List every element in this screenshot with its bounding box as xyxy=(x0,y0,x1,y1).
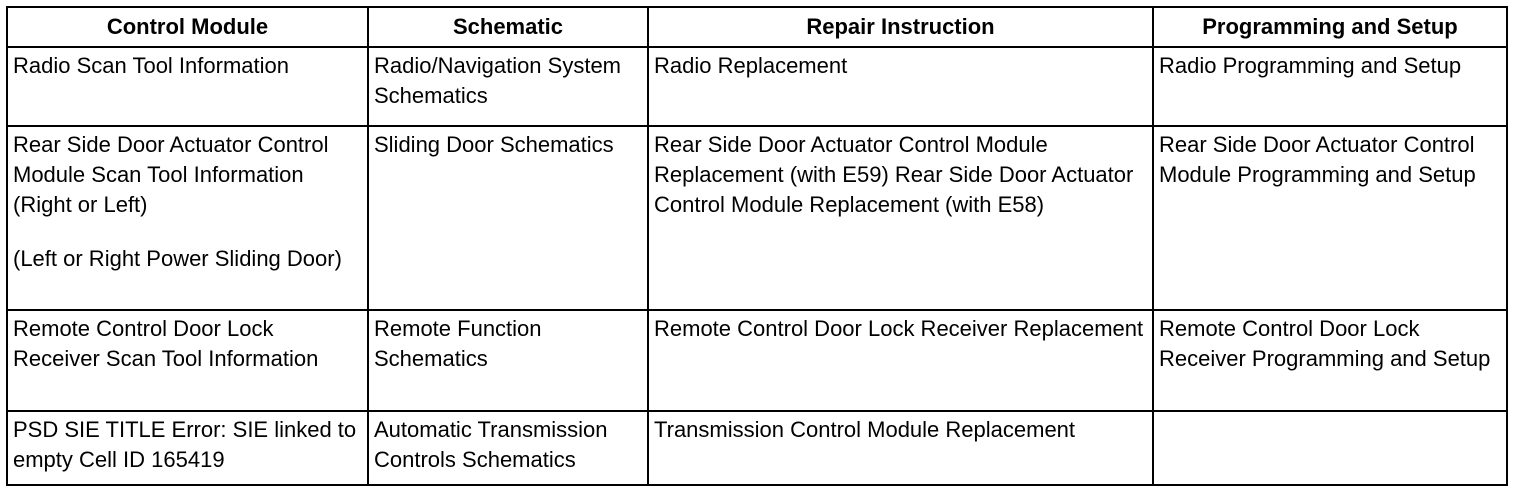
column-header-schematic: Schematic xyxy=(368,7,648,47)
table-row xyxy=(7,310,1507,411)
programming-and-setup-link[interactable]: Remote Control Door Lock Receiver Programming and Setup xyxy=(1159,316,1491,371)
control-module-text: Remote Control Door Lock Receiver Scan Tool Information xyxy=(13,316,319,371)
control-module-cell xyxy=(7,411,368,485)
programming-and-setup-link[interactable]: Radio Programming and Setup xyxy=(1159,53,1462,78)
schematic-cell xyxy=(368,47,648,126)
control-module-cell xyxy=(7,310,368,411)
control-module-cell xyxy=(7,126,368,310)
programming-and-setup-link[interactable]: Rear Side Door Actuator Control Module Programming and Setup xyxy=(1159,132,1476,187)
table-row xyxy=(7,411,1507,485)
control-module-text: PSD SIE TITLE Error: SIE linked to empty Cell ID 165419 xyxy=(13,417,357,472)
control-module-text: Radio Scan Tool Information xyxy=(13,53,289,78)
repair-instruction-link[interactable]: Rear Side Door Actuator Control Module Replacement (with E59) Rear Side Door Actuator Control Module Replacement (with E58) xyxy=(654,132,1134,217)
schematic-link[interactable]: Remote Function Schematics xyxy=(374,316,542,371)
repair-instruction-cell xyxy=(648,310,1153,411)
repair-instruction-cell xyxy=(648,47,1153,126)
control-module-reference-table xyxy=(6,6,1508,486)
repair-instruction-link[interactable]: Transmission Control Module Replacement xyxy=(654,417,1076,442)
repair-instruction-link[interactable]: Remote Control Door Lock Receiver Replacement xyxy=(654,316,1144,341)
control-module-text: Rear Side Door Actuator Control Module Scan Tool Information (Right or Left) xyxy=(13,132,329,217)
repair-instruction-cell xyxy=(648,126,1153,310)
schematic-cell xyxy=(368,310,648,411)
control-module-cell xyxy=(7,47,368,126)
column-header-programming-and-setup: Programming and Setup xyxy=(1153,7,1507,47)
table-header-row xyxy=(7,7,1507,47)
repair-instruction-cell xyxy=(648,411,1153,485)
repair-instruction-link[interactable]: Radio Replacement xyxy=(654,53,848,78)
schematic-cell xyxy=(368,126,648,310)
column-header-control-module: Control Module xyxy=(7,7,368,47)
schematic-cell xyxy=(368,411,648,485)
programming-and-setup-cell xyxy=(1153,47,1507,126)
schematic-link[interactable]: Automatic Transmission Controls Schematics xyxy=(374,417,608,472)
programming-and-setup-cell xyxy=(1153,126,1507,310)
table-row xyxy=(7,126,1507,310)
programming-and-setup-cell xyxy=(1153,411,1507,485)
programming-and-setup-cell xyxy=(1153,310,1507,411)
control-module-note: (Left or Right Power Sliding Door) xyxy=(13,246,342,271)
column-header-repair-instruction: Repair Instruction xyxy=(648,7,1153,47)
table-row xyxy=(7,47,1507,126)
schematic-link[interactable]: Sliding Door Schematics xyxy=(374,132,614,157)
schematic-link[interactable]: Radio/Navigation System Schematics xyxy=(374,53,622,108)
